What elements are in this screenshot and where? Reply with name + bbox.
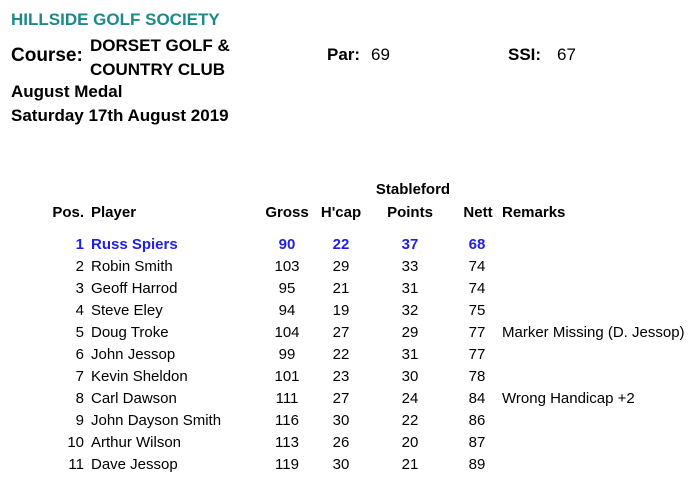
cell-hcap: 22 — [332, 346, 350, 363]
cell-pos: 3 — [75, 280, 84, 297]
cell-pos: 11 — [68, 456, 84, 473]
cell-gross: 116 — [275, 412, 299, 429]
col-header-gross: Gross — [265, 204, 309, 221]
cell-gross: 113 — [275, 434, 299, 451]
table-row — [0, 258, 699, 280]
header-row-top — [0, 181, 699, 203]
cell-nett: 75 — [468, 302, 486, 319]
cell-gross: 104 — [274, 324, 300, 341]
cell-hcap: 27 — [332, 390, 350, 407]
cell-player: Kevin Sheldon — [91, 368, 188, 385]
cell-hcap: 26 — [332, 434, 350, 451]
table-row — [0, 236, 699, 258]
table-row — [0, 324, 699, 346]
course-name — [90, 34, 230, 82]
cell-pos: 2 — [75, 258, 84, 275]
cell-player: Carl Dawson — [91, 390, 177, 407]
table-row — [0, 368, 699, 390]
cell-nett: 74 — [468, 280, 486, 297]
col-header-nett: Nett — [463, 204, 493, 221]
cell-player: Doug Troke — [91, 324, 169, 341]
cell-points: 31 — [401, 346, 419, 363]
table-row — [0, 390, 699, 412]
cell-points: 32 — [401, 302, 419, 319]
cell-points: 24 — [401, 390, 419, 407]
col-header-hcap: H'cap — [320, 204, 362, 221]
cell-hcap: 30 — [332, 412, 350, 429]
cell-player: John Dayson Smith — [91, 412, 222, 429]
cell-player: Arthur Wilson — [91, 434, 182, 451]
table-row — [0, 302, 699, 324]
ssi-value: 67 — [557, 45, 576, 64]
table-row — [0, 456, 699, 478]
cell-pos: 9 — [75, 412, 84, 429]
cell-hcap: 22 — [332, 236, 350, 253]
col-header-points: Points — [387, 204, 433, 221]
cell-remarks: Wrong Handicap +2 — [502, 390, 635, 407]
ssi-label: SSI: — [508, 45, 542, 64]
course-label: Course: — [11, 45, 83, 66]
cell-nett: 77 — [468, 346, 486, 363]
cell-player: Robin Smith — [91, 258, 173, 275]
cell-gross: 94 — [278, 302, 296, 319]
table-row — [0, 412, 699, 434]
society-title: HILLSIDE GOLF SOCIETY — [11, 10, 220, 29]
cell-pos: 7 — [75, 368, 84, 385]
cell-points: 37 — [401, 236, 419, 253]
col-header-remarks: Remarks — [502, 204, 566, 221]
cell-points: 29 — [401, 324, 419, 341]
cell-points: 21 — [401, 456, 419, 473]
cell-hcap: 23 — [332, 368, 350, 385]
cell-nett: 78 — [468, 368, 486, 385]
cell-gross: 95 — [278, 280, 296, 297]
col-header-player: Player — [91, 204, 137, 221]
cell-pos: 4 — [75, 302, 84, 319]
cell-player: Geoff Harrod — [91, 280, 178, 297]
cell-nett: 86 — [468, 412, 486, 429]
cell-gross: 99 — [278, 346, 296, 363]
cell-pos: 5 — [75, 324, 84, 341]
cell-nett: 77 — [468, 324, 486, 341]
cell-points: 30 — [401, 368, 419, 385]
event-name: August Medal — [11, 82, 123, 101]
cell-nett: 87 — [468, 434, 486, 451]
cell-pos: 8 — [75, 390, 84, 407]
cell-pos: 10 — [67, 434, 84, 451]
table-row — [0, 280, 699, 302]
cell-points: 31 — [401, 280, 419, 297]
course-name-line1: DORSET GOLF & — [90, 36, 230, 55]
cell-hcap: 21 — [332, 280, 350, 297]
header-row — [0, 204, 699, 226]
cell-pos: 6 — [75, 346, 84, 363]
cell-player: Steve Eley — [91, 302, 163, 319]
cell-points: 33 — [401, 258, 419, 275]
cell-nett: 84 — [468, 390, 486, 407]
cell-nett: 89 — [468, 456, 486, 473]
cell-points: 20 — [401, 434, 419, 451]
par-value: 69 — [371, 45, 390, 64]
table-row — [0, 434, 699, 456]
col-header-pos: Pos. — [52, 204, 84, 221]
cell-player: Russ Spiers — [91, 236, 178, 253]
par-label: Par: — [327, 45, 361, 64]
course-name-line2: COUNTRY CLUB — [90, 60, 226, 79]
cell-nett: 74 — [468, 258, 486, 275]
cell-gross: 103 — [274, 258, 300, 275]
cell-gross: 90 — [278, 236, 296, 253]
cell-hcap: 30 — [332, 456, 350, 473]
cell-nett: 68 — [468, 236, 486, 253]
col-header-stableford: Stableford — [375, 181, 451, 198]
cell-remarks: Marker Missing (D. Jessop) — [502, 324, 685, 341]
cell-hcap: 19 — [332, 302, 350, 319]
cell-hcap: 29 — [332, 258, 350, 275]
event-date: Saturday 17th August 2019 — [11, 106, 229, 125]
cell-gross: 101 — [274, 368, 300, 385]
table-row — [0, 346, 699, 368]
cell-hcap: 27 — [332, 324, 350, 341]
cell-player: Dave Jessop — [91, 456, 178, 473]
cell-pos: 1 — [75, 236, 84, 253]
cell-points: 22 — [401, 412, 419, 429]
cell-player: John Jessop — [91, 346, 176, 363]
cell-gross: 111 — [275, 390, 299, 407]
cell-gross: 119 — [275, 456, 299, 473]
